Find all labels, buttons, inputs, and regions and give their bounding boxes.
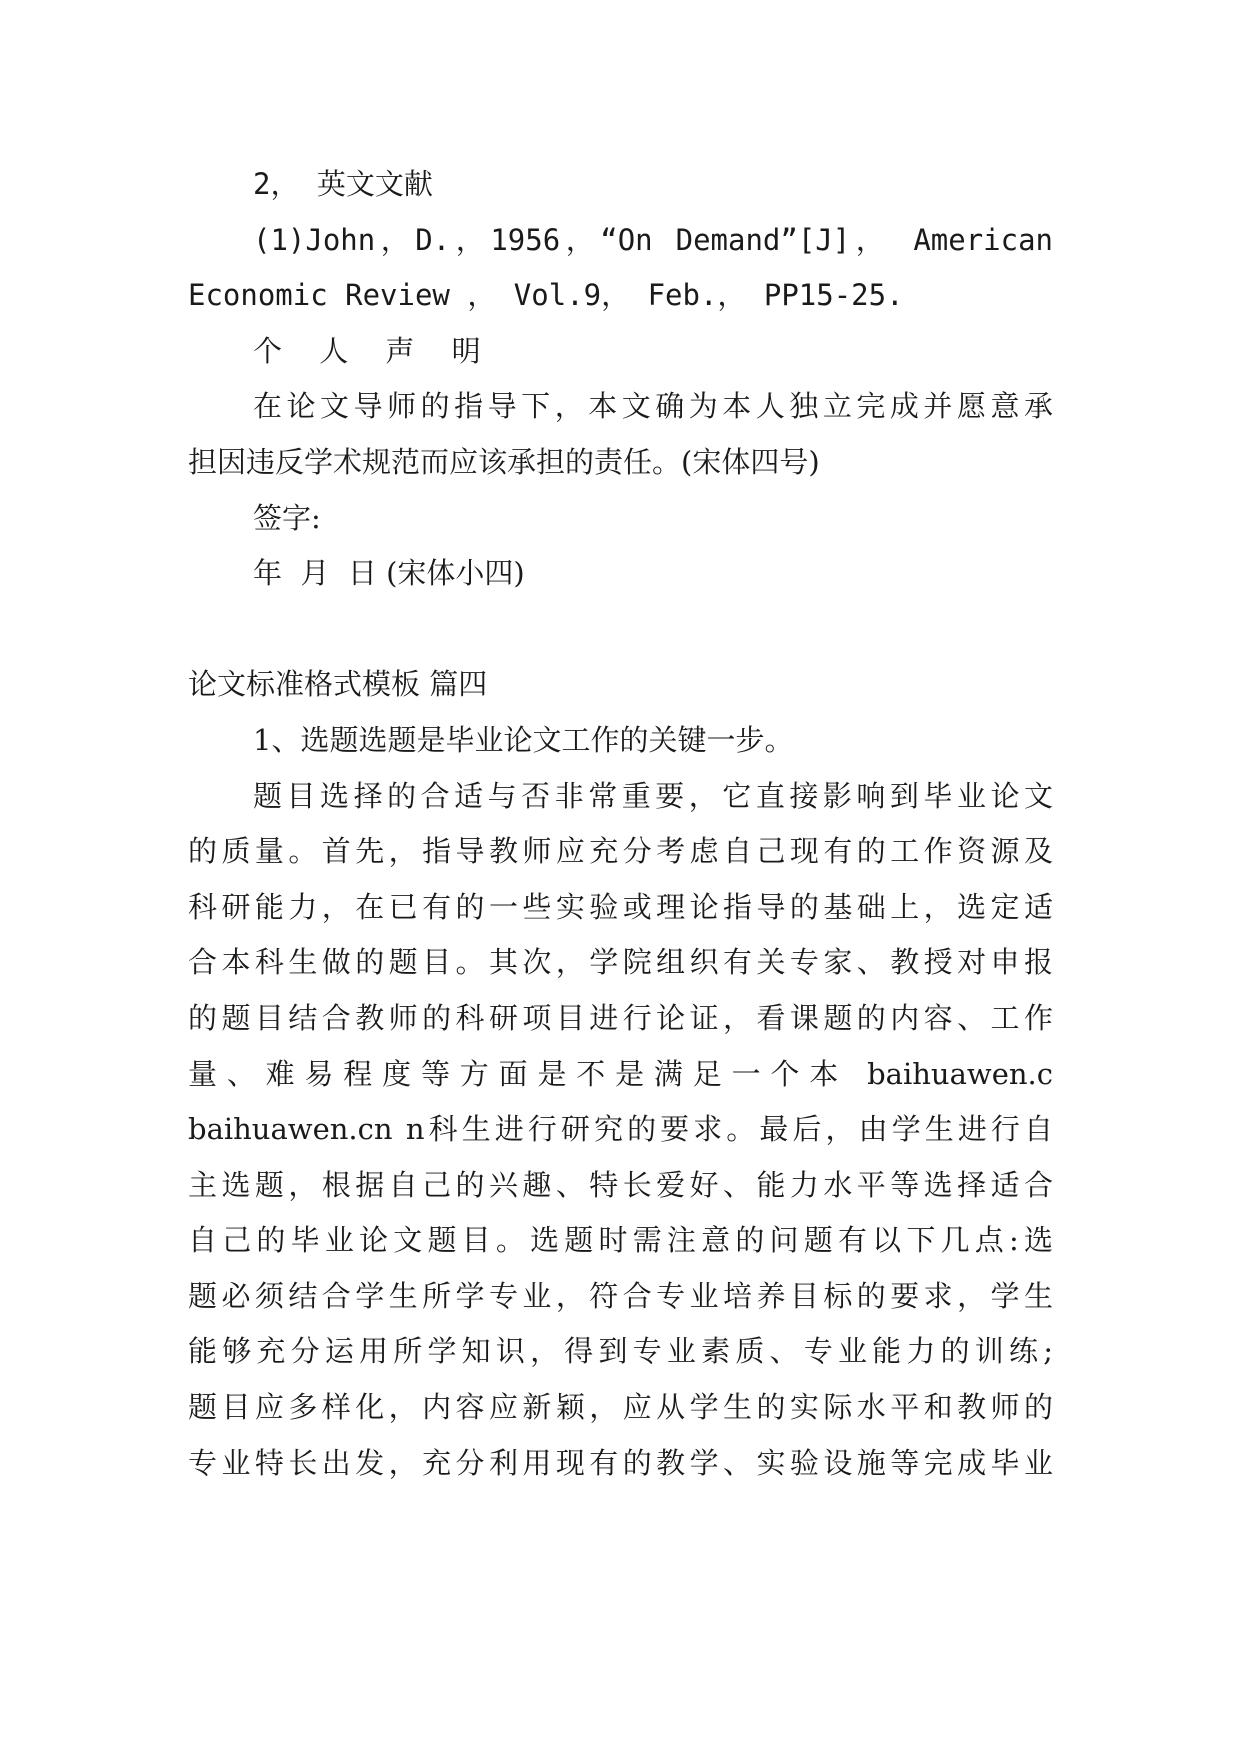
- section-item-1: 1、选题选题是毕业论文工作的关键一步。: [253, 723, 794, 757]
- english-references-heading: 2， 英文文献: [253, 167, 433, 201]
- date-line: 年 月 日 (宋体小四): [253, 556, 525, 590]
- declaration-text-line-1: 在论文导师的指导下，本文确为本人独立完成并愿意承: [253, 389, 1053, 423]
- signature-label: 签字:: [253, 501, 321, 535]
- paragraph-line: 题目应多样化，内容应新颖，应从学生的实际水平和教师的: [188, 1390, 1053, 1424]
- paragraph-line: 题目选择的合适与否非常重要，它直接影响到毕业论文: [253, 779, 1053, 813]
- paragraph-line: 科研能力，在已有的一些实验或理论指导的基础上，选定适: [188, 890, 1053, 924]
- paragraph-line: 的质量。首先，指导教师应充分考虑自己现有的工作资源及: [188, 834, 1053, 868]
- paragraph-line: 量、难易程度等方面是不是满足一个本 baihuawen.c: [188, 1057, 1053, 1091]
- declaration-text-line-2: 担因违反学术规范而应该承担的责任。(宋体四号): [188, 445, 820, 479]
- section-title: 论文标准格式模板 篇四: [188, 667, 488, 701]
- paragraph-line: 合本科生做的题目。其次，学院组织有关专家、教授对申报: [188, 945, 1053, 979]
- paragraph-line: 主选题，根据自己的兴趣、特长爱好、能力水平等选择适合: [188, 1168, 1053, 1202]
- reference-entry-line-1: (1)John，D.，1956，“On Demand”[J]， American: [253, 223, 1053, 257]
- paragraph-line: 自己的毕业论文题目。选题时需注意的问题有以下几点:选: [188, 1223, 1053, 1257]
- paragraph-line: 的题目结合教师的科研项目进行论证，看课题的内容、工作: [188, 1001, 1053, 1035]
- paragraph-line: baihuawen.cn n科生进行研究的要求。最后，由学生进行自: [188, 1112, 1053, 1146]
- paragraph-line: 题必须结合学生所学专业，符合专业培养目标的要求，学生: [188, 1279, 1053, 1313]
- declaration-heading: 个 人 声 明: [253, 334, 495, 368]
- paragraph-line: 能够充分运用所学知识，得到专业素质、专业能力的训练;: [188, 1334, 1053, 1368]
- paragraph-line: 专业特长出发，充分利用现有的教学、实验设施等完成毕业: [188, 1446, 1053, 1480]
- reference-entry-line-2: Economic Review ， Vol.9， Feb.， PP15-25.: [188, 278, 904, 312]
